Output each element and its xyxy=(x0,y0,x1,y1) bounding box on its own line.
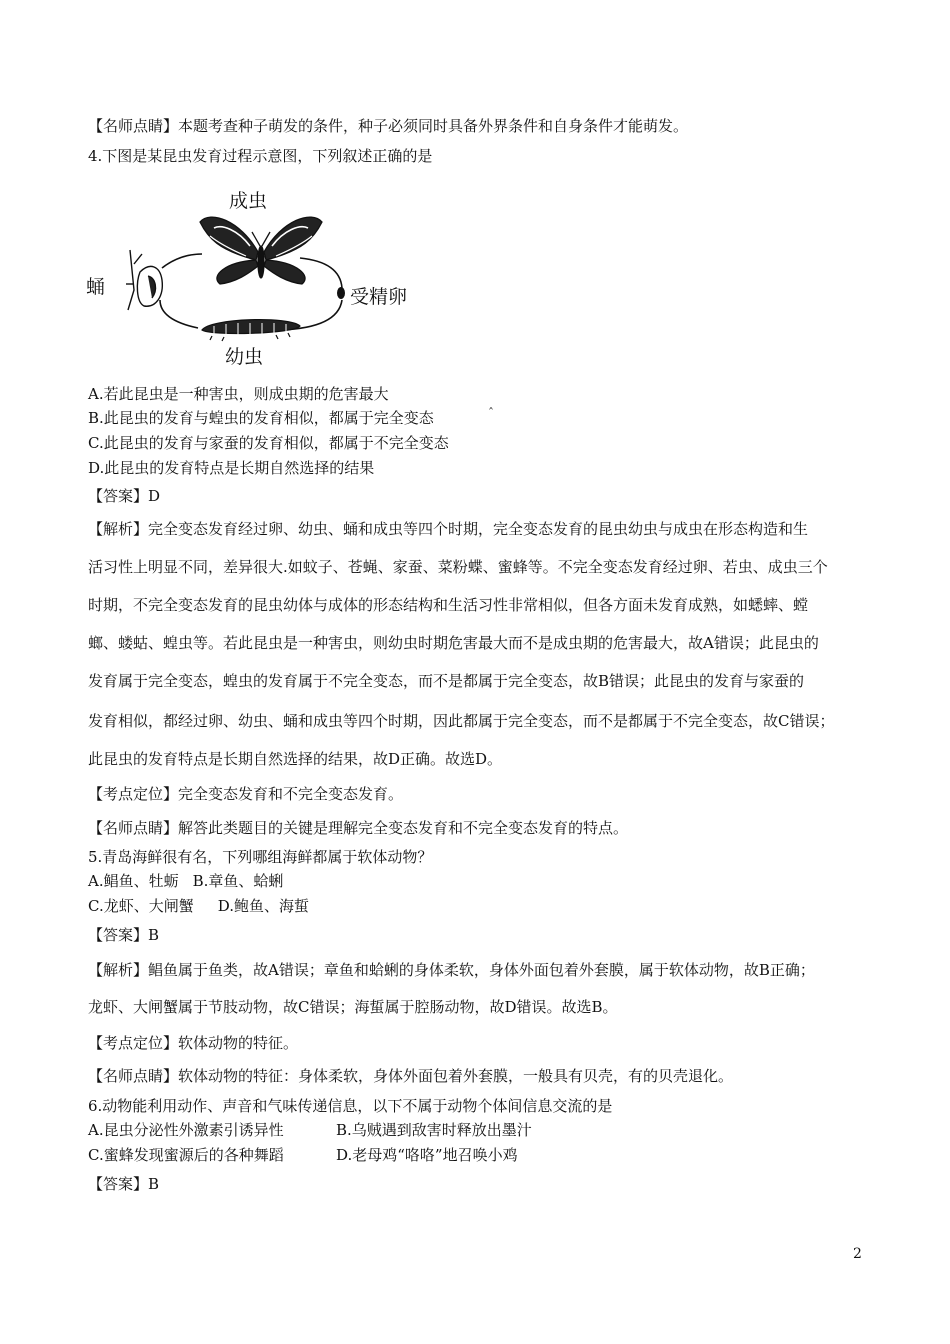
adult-label: 成虫 xyxy=(229,190,268,212)
q5-option-c: C.龙虾、大闸蟹 xyxy=(88,897,194,915)
q5-location: 【考点定位】软体动物的特征。 xyxy=(88,1034,299,1052)
q5-option-b: B.章鱼、蛤蜊 xyxy=(192,872,284,890)
larva-label: 幼虫 xyxy=(225,346,264,368)
q4-option-d: D.此昆虫的发育特点是长期自然选择的结果 xyxy=(88,459,375,477)
q5-analysis-line-2: 龙虾、大闸蟹属于节肢动物，故C错误；海蜇属于腔肠动物，故D错误。故选B。 xyxy=(88,998,618,1016)
q6-option-d: D.老母鸡“咯咯”地召唤小鸡 xyxy=(336,1146,518,1164)
insect-life-cycle-figure xyxy=(80,180,430,370)
cycle-arc-bottom-left xyxy=(160,300,198,328)
q4-analysis-line-7: 此昆虫的发育特点是长期自然选择的结果，故D正确。故选D。 xyxy=(88,750,503,768)
q6-option-c: C.蜜蜂发现蜜源后的各种舞蹈 xyxy=(88,1146,284,1164)
egg-drawing xyxy=(337,287,345,299)
caret-mark: ˆ xyxy=(488,406,494,420)
egg-label: 受精卵 xyxy=(350,286,408,308)
q6-options-row-1 xyxy=(88,1120,532,1140)
q5-options-row-2 xyxy=(88,896,309,916)
pupa-drawing xyxy=(126,250,162,310)
q6-option-b: B.乌贼遇到敌害时释放出墨汁 xyxy=(336,1121,532,1139)
q4-option-b: B.此昆虫的发育与蝗虫的发育相似，都属于完全变态 xyxy=(88,409,434,427)
butterfly-adult xyxy=(200,217,322,284)
q4-analysis-line-2: 活习性上明显不同，差异很大.如蚊子、苍蝇、家蚕、菜粉蝶、蜜蜂等。不完全变态发育经过卵、若虫、成虫三个 xyxy=(88,558,828,576)
q4-question: 4.下图是某昆虫发育过程示意图，下列叙述正确的是 xyxy=(88,147,433,165)
q5-question: 5.青岛海鲜很有名，下列哪组海鲜都属于软体动物？ xyxy=(88,848,433,866)
q4-tip: 【名师点睛】解答此类题目的关键是理解完全变态发育和不完全变态发育的特点。 xyxy=(88,819,629,837)
q3-tip: 【名师点睛】本题考查种子萌发的条件，种子必须同时具备外界条件和自身条件才能萌发。 xyxy=(88,117,689,135)
q6-question: 6.动物能利用动作、声音和气味传递信息，以下不属于动物个体间信息交流的是 xyxy=(88,1097,613,1115)
page-number: 2 xyxy=(853,1246,862,1262)
cycle-arc-top-left xyxy=(162,254,202,268)
q5-analysis-line-1: 【解析】鲳鱼属于鱼类，故A错误；章鱼和蛤蜊的身体柔软，身体外面包着外套膜，属于软体动物，故B正确； xyxy=(88,961,815,979)
q6-options-row-2 xyxy=(88,1145,518,1165)
q4-analysis-line-5: 发育属于完全变态，蝗虫的发育属于不完全变态，而不是都属于完全变态，故B错误；此昆虫的发育与家蚕的 xyxy=(88,672,805,690)
q4-option-c: C.此昆虫的发育与家蚕的发育相似，都属于不完全变态 xyxy=(88,434,449,452)
pupa-label: 蛹 xyxy=(86,276,106,298)
q5-tip: 【名师点睛】软体动物的特征：身体柔软，身体外面包着外套膜，一般具有贝壳，有的贝壳退化。 xyxy=(88,1067,734,1085)
q4-analysis-line-3: 时期，不完全变态发育的昆虫幼体与成体的形态结构和生活习性非常相似，但各方面未发育成熟，如蟋蟀、螳 xyxy=(88,596,809,614)
q4-option-a: A.若此昆虫是一种害虫，则成虫期的危害最大 xyxy=(88,385,389,403)
q5-options-row-1 xyxy=(88,871,283,891)
q5-option-a: A.鲳鱼、牡蛎 xyxy=(88,872,179,890)
cycle-arc-top-right xyxy=(300,258,342,288)
q4-location: 【考点定位】完全变态发育和不完全变态发育。 xyxy=(88,785,404,803)
q5-option-d: D.鲍鱼、海蜇 xyxy=(217,897,309,915)
q4-analysis-line-6: 发育相似，都经过卵、幼虫、蛹和成虫等四个时期，因此都属于完全变态，而不是都属于不完全变态，故C错误； xyxy=(88,712,835,730)
q6-answer: 【答案】B xyxy=(88,1175,160,1193)
larva-drawing xyxy=(202,320,300,341)
q4-analysis-line-4: 螂、蝼蛄、蝗虫等。若此昆虫是一种害虫，则幼虫时期危害最大而不是成虫期的危害最大，故A错误；此昆虫的 xyxy=(88,634,819,652)
q6-option-a: A.昆虫分泌性外激素引诱异性 xyxy=(88,1121,284,1139)
q4-answer: 【答案】D xyxy=(88,487,161,505)
q5-answer: 【答案】B xyxy=(88,926,160,944)
q4-analysis-line-1: 【解析】完全变态发育经过卵、幼虫、蛹和成虫等四个时期，完全变态发育的昆虫幼虫与成虫在形态构造和生 xyxy=(88,520,809,538)
